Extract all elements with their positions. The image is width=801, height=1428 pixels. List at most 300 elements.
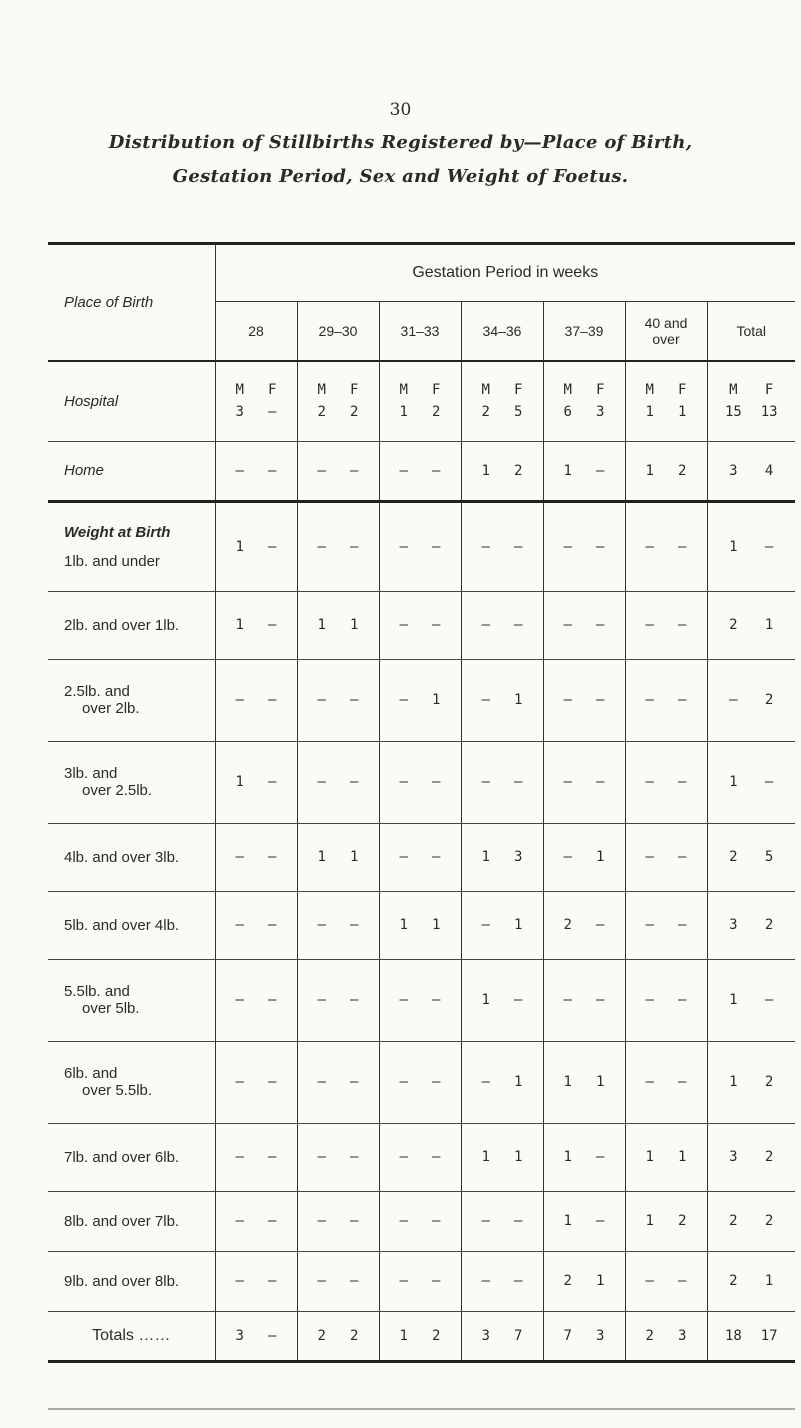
male-count: 1	[317, 617, 326, 633]
female-count: 3	[596, 404, 605, 421]
data-cell	[543, 741, 625, 823]
column-header: Total	[707, 302, 795, 362]
male-count: –	[235, 1213, 244, 1229]
row-label-text-line-2: over 2.5lb.	[82, 782, 153, 799]
female-count: –	[764, 774, 774, 790]
data-cell	[297, 1123, 379, 1191]
data-cell	[543, 1251, 625, 1311]
female-count: –	[432, 1074, 441, 1090]
stillbirths-table	[48, 242, 795, 1363]
sex-header	[380, 382, 461, 398]
female-count: –	[764, 538, 774, 555]
female-count: –	[268, 849, 277, 865]
female-count: –	[350, 538, 359, 555]
sex-header	[216, 382, 297, 398]
data-cell	[379, 1123, 461, 1191]
row-label	[48, 361, 215, 441]
male-count: 2	[729, 1273, 738, 1289]
female-count: –	[268, 692, 277, 708]
column-header: 29–30	[297, 302, 379, 362]
female-count: 1	[596, 1074, 605, 1090]
female-count: 5	[764, 849, 774, 865]
data-cell	[707, 1251, 795, 1311]
data-cell	[215, 823, 297, 891]
male-count: 1	[481, 462, 490, 479]
data-cell	[625, 361, 707, 441]
male-total: 3	[481, 1327, 490, 1344]
data-cell	[707, 823, 795, 891]
female-count: 2	[764, 1213, 774, 1229]
male-count: –	[399, 1074, 408, 1090]
female-count: –	[350, 692, 359, 708]
female-count: 1	[514, 1074, 523, 1090]
totals-cell	[215, 1311, 297, 1361]
data-cell	[215, 1251, 297, 1311]
male-count: –	[563, 617, 572, 633]
female-total: 2	[350, 1327, 359, 1344]
row-label-text: 1lb. and under	[64, 552, 160, 570]
data-cell	[461, 959, 543, 1041]
row-label-text: 4lb. and over 3lb.	[64, 848, 180, 866]
data-cell	[215, 1191, 297, 1251]
female-count: 1	[432, 917, 441, 933]
row-label-text: 8lb. and over 7lb.	[64, 1212, 180, 1230]
table-row	[48, 1251, 795, 1311]
data-cell	[625, 1123, 707, 1191]
female-count: –	[678, 538, 687, 555]
data-cell	[297, 1251, 379, 1311]
male-count: 1	[563, 1149, 572, 1165]
female-count: –	[268, 917, 277, 933]
female-count: –	[432, 462, 441, 479]
data-cell	[297, 1191, 379, 1251]
male-count: 1	[235, 617, 244, 633]
data-cell	[215, 1041, 297, 1123]
data-cell	[461, 1041, 543, 1123]
male-count: –	[481, 917, 490, 933]
female-count: –	[764, 992, 774, 1008]
female-label: F	[678, 382, 687, 399]
male-count: –	[317, 1273, 326, 1289]
female-count: 2	[678, 1213, 687, 1229]
male-count: –	[317, 462, 326, 479]
row-label	[48, 441, 215, 501]
male-label: M	[563, 382, 572, 399]
row-label-text-line-2: over 5.5lb.	[82, 1082, 153, 1099]
male-count: 3	[235, 404, 244, 421]
male-count: 1	[563, 462, 572, 479]
row-label-text: 3lb. and	[64, 765, 118, 782]
male-count: 1	[645, 462, 654, 479]
data-cell	[543, 501, 625, 591]
female-total: 3	[596, 1327, 605, 1344]
male-count: 15	[724, 404, 742, 421]
table-row	[48, 1123, 795, 1191]
female-total: 3	[678, 1327, 687, 1344]
male-count: –	[235, 992, 244, 1008]
table-row	[48, 441, 795, 501]
female-count: –	[514, 617, 523, 633]
data-cell	[297, 959, 379, 1041]
male-count: –	[481, 538, 490, 555]
male-count: –	[481, 692, 490, 708]
male-count: 2	[729, 617, 738, 633]
male-count: –	[235, 1149, 244, 1165]
data-cell	[297, 1041, 379, 1123]
male-count: 2	[317, 404, 326, 421]
male-count: 1	[399, 404, 408, 421]
data-cell	[461, 891, 543, 959]
row-label	[48, 1191, 215, 1251]
male-count: 2	[729, 849, 738, 865]
male-count: –	[645, 849, 654, 865]
data-cell	[379, 891, 461, 959]
male-total: 1	[399, 1327, 408, 1344]
data-cell	[625, 741, 707, 823]
data-cell	[297, 741, 379, 823]
data-cell	[215, 441, 297, 501]
male-count: –	[399, 849, 408, 865]
header-group-row	[48, 244, 795, 302]
female-count: 2	[432, 404, 441, 421]
table-row	[48, 659, 795, 741]
male-count: –	[481, 1213, 490, 1229]
male-count: –	[317, 917, 326, 933]
male-count: –	[645, 992, 654, 1008]
table-row	[48, 361, 795, 441]
data-cell	[215, 659, 297, 741]
data-cell	[707, 501, 795, 591]
data-cell	[297, 659, 379, 741]
data-cell	[707, 1191, 795, 1251]
female-count: 13	[760, 404, 778, 421]
data-cell	[297, 441, 379, 501]
female-count: –	[268, 774, 277, 790]
data-cell	[625, 591, 707, 659]
sex-header	[626, 382, 707, 398]
data-cell	[215, 361, 297, 441]
male-count: 1	[481, 992, 490, 1008]
female-count: –	[350, 774, 359, 790]
female-count: –	[268, 538, 277, 555]
row-label	[48, 1041, 215, 1123]
female-count: –	[268, 404, 277, 421]
data-cell	[297, 501, 379, 591]
female-count: –	[432, 617, 441, 633]
female-count: 2	[678, 462, 687, 479]
data-cell	[379, 441, 461, 501]
totals-cell	[543, 1311, 625, 1361]
row-label-text: 9lb. and over 8lb.	[64, 1272, 180, 1290]
female-count: –	[432, 1213, 441, 1229]
male-count: –	[645, 1273, 654, 1289]
data-cell	[461, 1251, 543, 1311]
data-cell	[461, 441, 543, 501]
data-cell	[543, 1123, 625, 1191]
totals-cell	[461, 1311, 543, 1361]
male-count: –	[399, 462, 408, 479]
data-cell	[543, 591, 625, 659]
female-total: 17	[760, 1327, 778, 1344]
female-count: –	[678, 692, 687, 708]
male-count: –	[645, 692, 654, 708]
female-count: 1	[350, 849, 359, 865]
female-count: –	[678, 849, 687, 865]
female-count: –	[514, 1213, 523, 1229]
female-count: 1	[678, 404, 687, 421]
female-count: –	[268, 1213, 277, 1229]
male-count: 1	[563, 1213, 572, 1229]
male-count: –	[563, 538, 572, 555]
data-cell	[543, 1191, 625, 1251]
female-count: –	[596, 774, 605, 790]
data-cell	[379, 591, 461, 659]
male-total: 2	[317, 1327, 326, 1344]
row-label-text: Home	[64, 462, 105, 479]
female-count: –	[268, 1273, 277, 1289]
row-label-text: 2.5lb. and	[64, 683, 130, 700]
female-count: 1	[514, 692, 523, 708]
totals-row	[48, 1311, 795, 1361]
bottom-rule	[48, 1408, 795, 1410]
row-label-text: 5lb. and over 4lb.	[64, 916, 180, 934]
female-count: –	[350, 1273, 359, 1289]
female-count: 1	[514, 917, 523, 933]
row-label	[48, 591, 215, 659]
gestation-period-header: Gestation Period in weeks	[215, 244, 795, 302]
female-count: –	[350, 992, 359, 1008]
female-count: –	[432, 1149, 441, 1165]
data-cell	[707, 659, 795, 741]
table-row	[48, 891, 795, 959]
female-label: F	[350, 382, 359, 399]
sex-header	[708, 382, 796, 398]
male-count: 3	[729, 1149, 738, 1165]
data-cell	[625, 823, 707, 891]
column-header: 28	[215, 302, 297, 362]
female-count: –	[514, 774, 523, 790]
female-count: –	[268, 462, 277, 479]
data-cell	[297, 891, 379, 959]
female-count: –	[432, 538, 441, 555]
female-count: –	[268, 992, 277, 1008]
data-cell	[379, 741, 461, 823]
female-count: –	[350, 462, 359, 479]
male-count: –	[399, 617, 408, 633]
data-cell	[297, 591, 379, 659]
male-count: 3	[729, 462, 738, 479]
column-header: 40 and over	[625, 302, 707, 362]
female-count: 1	[764, 617, 774, 633]
male-count: –	[317, 1213, 326, 1229]
row-label-text: 6lb. and	[64, 1065, 118, 1082]
male-count: –	[645, 538, 654, 555]
female-count: 3	[514, 849, 523, 865]
female-count: 2	[764, 1074, 774, 1090]
totals-cell	[707, 1311, 795, 1361]
male-count: –	[645, 917, 654, 933]
female-count: –	[596, 1213, 605, 1229]
female-count: 2	[764, 1149, 774, 1165]
female-count: –	[596, 917, 605, 933]
data-cell	[543, 361, 625, 441]
sex-header	[462, 382, 543, 398]
data-cell	[543, 823, 625, 891]
female-count: –	[432, 774, 441, 790]
male-count: –	[563, 849, 572, 865]
page-number: 30	[389, 100, 412, 120]
table-row	[48, 1041, 795, 1123]
table-row	[48, 823, 795, 891]
male-count: –	[317, 992, 326, 1008]
data-cell	[379, 959, 461, 1041]
male-count: –	[235, 1273, 244, 1289]
female-count: –	[678, 1273, 687, 1289]
row-label-text: 2lb. and over 1lb.	[64, 616, 180, 634]
male-count: 1	[645, 1149, 654, 1165]
data-cell	[707, 1041, 795, 1123]
male-count: 1	[729, 538, 738, 555]
data-cell	[215, 501, 297, 591]
data-cell	[461, 1191, 543, 1251]
data-cell	[707, 741, 795, 823]
female-count: 1	[596, 1273, 605, 1289]
male-count: –	[645, 1074, 654, 1090]
female-count: –	[596, 1149, 605, 1165]
female-label: F	[764, 382, 774, 399]
male-count: –	[481, 1273, 490, 1289]
female-count: –	[596, 462, 605, 479]
male-count: 1	[645, 1213, 654, 1229]
male-count: –	[235, 692, 244, 708]
row-label	[48, 823, 215, 891]
male-total: 7	[563, 1327, 572, 1344]
data-cell	[461, 361, 543, 441]
data-cell	[215, 959, 297, 1041]
male-count: –	[481, 1074, 490, 1090]
male-count: –	[481, 774, 490, 790]
female-count: –	[514, 538, 523, 555]
column-header: 34–36	[461, 302, 543, 362]
male-count: 2	[481, 404, 490, 421]
female-total: 2	[432, 1327, 441, 1344]
female-count: 2	[350, 404, 359, 421]
male-count: –	[399, 692, 408, 708]
male-count: –	[235, 917, 244, 933]
column-header: 31–33	[379, 302, 461, 362]
totals-cell	[297, 1311, 379, 1361]
data-cell	[215, 891, 297, 959]
female-count: –	[678, 992, 687, 1008]
male-label: M	[645, 382, 654, 399]
table-row	[48, 1191, 795, 1251]
data-cell	[707, 959, 795, 1041]
male-count: –	[563, 992, 572, 1008]
data-cell	[297, 823, 379, 891]
data-cell	[543, 1041, 625, 1123]
data-cell	[543, 659, 625, 741]
table-body	[48, 361, 795, 1361]
data-cell	[625, 441, 707, 501]
female-count: –	[678, 617, 687, 633]
female-count: –	[432, 849, 441, 865]
male-label: M	[399, 382, 408, 399]
data-cell	[461, 1123, 543, 1191]
data-cell	[461, 741, 543, 823]
data-cell	[461, 823, 543, 891]
male-label: M	[235, 382, 244, 399]
female-count: 2	[514, 462, 523, 479]
row-label-text: 5.5lb. and	[64, 983, 130, 1000]
male-count: –	[317, 1074, 326, 1090]
male-count: –	[317, 1149, 326, 1165]
data-cell	[707, 891, 795, 959]
data-cell	[379, 1251, 461, 1311]
table-title-line-2: Gestation Period, Sex and Weight of Foetus.	[172, 166, 629, 187]
female-label: F	[432, 382, 441, 399]
female-count: 1	[514, 1149, 523, 1165]
data-cell	[461, 501, 543, 591]
data-cell	[707, 361, 795, 441]
row-label	[48, 891, 215, 959]
data-cell	[543, 891, 625, 959]
female-count: –	[596, 538, 605, 555]
male-count: –	[399, 1149, 408, 1165]
female-count: 1	[596, 849, 605, 865]
male-total: 18	[724, 1327, 742, 1344]
female-count: –	[350, 1213, 359, 1229]
male-count: 2	[563, 1273, 572, 1289]
female-count: –	[596, 992, 605, 1008]
female-count: –	[678, 774, 687, 790]
female-count: 1	[678, 1149, 687, 1165]
female-count: –	[432, 1273, 441, 1289]
row-label-text: Hospital	[64, 392, 119, 410]
column-header: 37–39	[543, 302, 625, 362]
female-label: F	[514, 382, 523, 399]
female-total: –	[268, 1327, 277, 1344]
row-label-text-line-2: over 5lb.	[82, 1000, 140, 1017]
male-count: 1	[481, 1149, 490, 1165]
data-cell	[379, 659, 461, 741]
female-count: 1	[350, 617, 359, 633]
male-count: –	[235, 1074, 244, 1090]
data-cell	[625, 501, 707, 591]
totals-cell	[625, 1311, 707, 1361]
data-cell	[215, 741, 297, 823]
data-cell	[379, 823, 461, 891]
female-count: –	[268, 1074, 277, 1090]
row-label-text: 7lb. and over 6lb.	[64, 1148, 180, 1166]
data-cell	[297, 361, 379, 441]
row-label	[48, 1123, 215, 1191]
data-cell	[379, 1191, 461, 1251]
data-cell	[625, 1251, 707, 1311]
female-count: –	[678, 1074, 687, 1090]
female-label: F	[268, 382, 277, 399]
data-cell	[379, 361, 461, 441]
female-count: –	[268, 617, 277, 633]
female-count: –	[350, 1149, 359, 1165]
female-count: 1	[432, 692, 441, 708]
row-label	[48, 741, 215, 823]
male-count: –	[317, 774, 326, 790]
male-count: –	[399, 774, 408, 790]
female-count: –	[514, 992, 523, 1008]
female-count: –	[432, 992, 441, 1008]
female-count: 2	[764, 692, 774, 708]
male-count: 1	[563, 1074, 572, 1090]
